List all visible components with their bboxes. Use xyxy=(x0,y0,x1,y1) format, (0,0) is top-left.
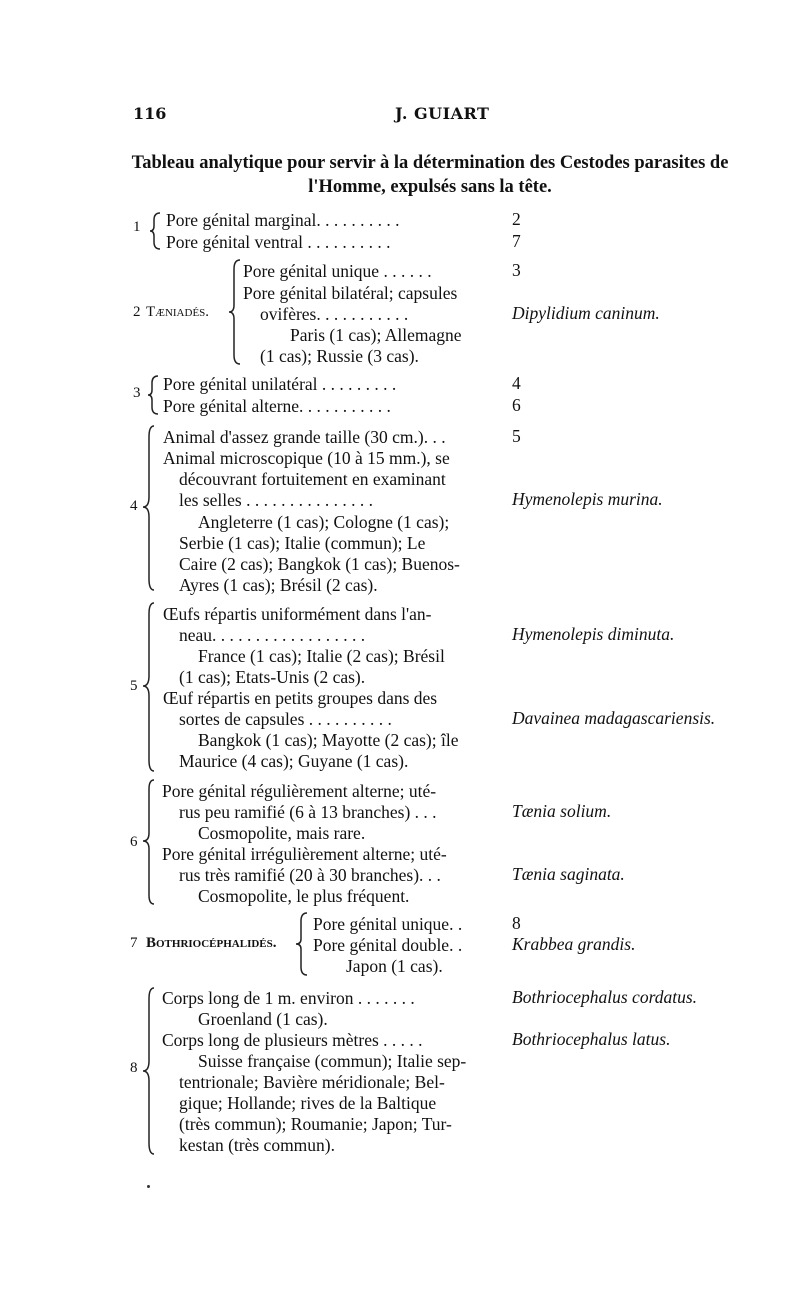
result-number: 3 xyxy=(512,260,521,280)
result-number: 7 xyxy=(512,231,521,251)
couplet-number: 6 xyxy=(130,834,138,850)
locality-line: Japon (1 cas). xyxy=(346,956,443,976)
locality-line: (1 cas); Russie (3 cas). xyxy=(260,346,419,366)
key-line: rus peu ramifié (6 à 13 branches) . . . xyxy=(179,802,437,822)
table-title: Tableau analytique pour servir à la détermination des Cestodes parasites de l'Homme, expulsés sans la tête. xyxy=(131,153,729,197)
key-line: neau. . . . . . . . . . . . . . . . . . xyxy=(179,625,366,645)
couplet-number: 2 xyxy=(133,304,141,320)
couplet-number: 5 xyxy=(130,678,138,694)
key-line: Pore génital alterne. . . . . . . . . . . xyxy=(163,396,391,416)
key-line: Pore génital bilatéral; capsules xyxy=(243,283,458,303)
locality-line: Paris (1 cas); Allemagne xyxy=(290,325,462,345)
stray-mark xyxy=(147,1185,150,1188)
group-name: Tæniadés. xyxy=(146,304,210,320)
couplet-number: 3 xyxy=(133,385,141,401)
locality-line: gique; Hollande; rives de la Baltique xyxy=(179,1093,437,1113)
result-number: 4 xyxy=(512,373,521,393)
brace xyxy=(142,987,158,1155)
brace xyxy=(295,912,309,976)
brace xyxy=(228,259,242,365)
key-line: Animal microscopique (10 à 15 mm.), se xyxy=(163,448,450,468)
locality-line: Caire (2 cas); Bangkok (1 cas); Buenos- xyxy=(179,554,460,574)
key-line: ovifères. . . . . . . . . . . xyxy=(260,304,409,324)
result-number: 6 xyxy=(512,395,521,415)
group-name: Bothriocéphalidés. xyxy=(146,935,277,951)
key-line: Œuf répartis en petits groupes dans des xyxy=(163,688,438,708)
key-line: découvrant fortuitement en examinant xyxy=(179,469,446,489)
couplet-number: 8 xyxy=(130,1060,138,1076)
key-line: Pore génital marginal. . . . . . . . . . xyxy=(166,210,400,230)
locality-line: kestan (très commun). xyxy=(179,1135,335,1155)
locality-line: Serbie (1 cas); Italie (commun); Le xyxy=(179,533,426,553)
species-name: Bothriocephalus cordatus. xyxy=(512,987,698,1007)
couplet-number: 4 xyxy=(130,498,138,514)
brace xyxy=(142,602,158,772)
locality-line: Bangkok (1 cas); Mayotte (2 cas); île xyxy=(198,730,459,750)
species-name: Dipylidium caninum. xyxy=(512,303,660,323)
couplet-number: 1 xyxy=(133,219,141,235)
locality-line: (1 cas); Etats-Unis (2 cas). xyxy=(179,667,366,687)
key-line: rus très ramifié (20 à 30 branches). . . xyxy=(179,865,441,885)
locality-line: Groenland (1 cas). xyxy=(198,1009,328,1029)
species-name: Bothriocephalus latus. xyxy=(512,1029,671,1049)
brace xyxy=(148,212,162,250)
locality-line: (très commun); Roumanie; Japon; Tur- xyxy=(179,1114,452,1134)
species-name: Davainea madagascariensis. xyxy=(512,708,716,728)
result-number: 8 xyxy=(512,913,521,933)
brace xyxy=(146,375,160,415)
key-line: Corps long de plusieurs mètres . . . . . xyxy=(162,1030,423,1050)
key-line: Pore génital régulièrement alterne; uté- xyxy=(162,781,437,801)
page-number: 116 xyxy=(133,104,167,123)
locality-line: Ayres (1 cas); Brésil (2 cas). xyxy=(179,575,378,595)
brace xyxy=(142,425,158,591)
key-line: Œufs répartis uniformément dans l'an- xyxy=(163,604,432,624)
species-name: Hymenolepis murina. xyxy=(512,489,663,509)
key-line: Pore génital unique . . . . . . xyxy=(243,261,432,281)
key-line: Pore génital ventral . . . . . . . . . . xyxy=(166,232,391,252)
locality-line: Angleterre (1 cas); Cologne (1 cas); xyxy=(198,512,450,532)
species-name: Tænia solium. xyxy=(512,801,612,821)
species-name: Hymenolepis diminuta. xyxy=(512,624,675,644)
species-name: Tænia saginata. xyxy=(512,864,625,884)
key-line: Animal d'assez grande taille (30 cm.). . . xyxy=(163,427,446,447)
key-line: sortes de capsules . . . . . . . . . . xyxy=(179,709,392,729)
species-name: Krabbea grandis. xyxy=(512,934,636,954)
key-line: Pore génital irrégulièrement alterne; uté- xyxy=(162,844,447,864)
result-number: 2 xyxy=(512,209,521,229)
locality-line: Cosmopolite, le plus fréquent. xyxy=(198,886,410,906)
locality-line: Suisse française (commun); Italie sep- xyxy=(198,1051,467,1071)
couplet-number: 7 xyxy=(130,935,138,951)
locality-line: Maurice (4 cas); Guyane (1 cas). xyxy=(179,751,409,771)
key-line: les selles . . . . . . . . . . . . . . . xyxy=(179,490,373,510)
key-line: Pore génital unique. . xyxy=(313,914,463,934)
locality-line: France (1 cas); Italie (2 cas); Brésil xyxy=(198,646,445,666)
running-title: J. GUIART xyxy=(395,104,490,123)
key-line: Pore génital double. . xyxy=(313,935,463,955)
key-line: Corps long de 1 m. environ . . . . . . . xyxy=(162,988,415,1008)
brace xyxy=(142,779,158,905)
locality-line: tentrionale; Bavière méridionale; Bel- xyxy=(179,1072,445,1092)
result-number: 5 xyxy=(512,426,521,446)
locality-line: Cosmopolite, mais rare. xyxy=(198,823,366,843)
key-line: Pore génital unilatéral . . . . . . . . . xyxy=(163,374,397,394)
